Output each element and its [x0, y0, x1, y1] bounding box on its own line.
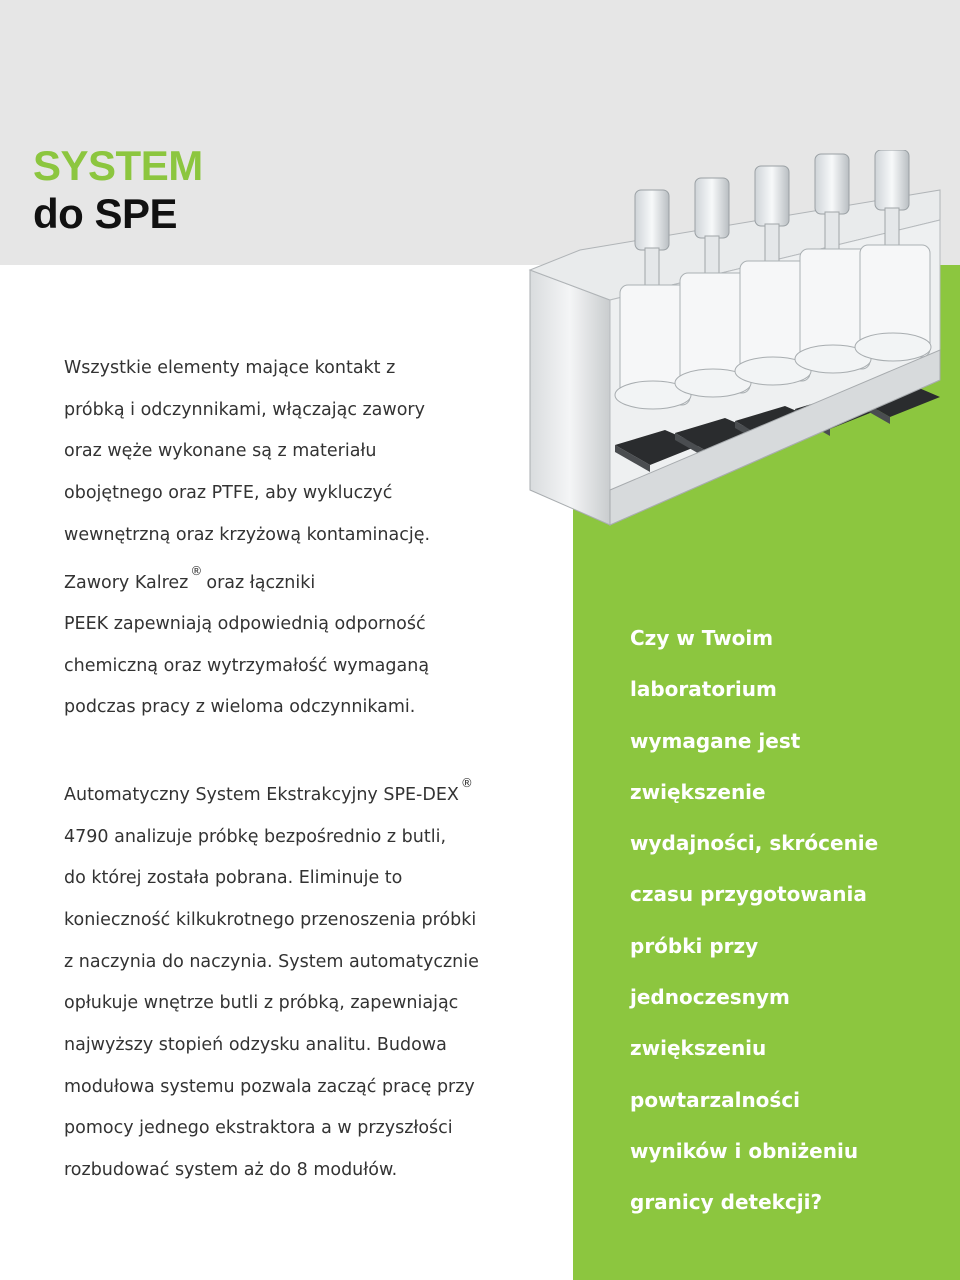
callout-line: Czy w Twoim — [630, 626, 774, 650]
callout-line: zwiększeniu — [630, 1036, 767, 1061]
callout-line: granicy detekcji? — [630, 1190, 823, 1215]
text-line: chemiczną oraz wytrzymałość wymaganą — [64, 655, 430, 676]
text-line: pomocy jednego ekstraktora a w przyszłości — [64, 1118, 453, 1139]
callout-line: wymagane jest — [630, 728, 801, 753]
text-line: próbką i odczynnikami, włączając zawory — [64, 399, 425, 420]
paragraph-materials — [64, 348, 430, 729]
spe-dex-text: Automatyczny System Ekstrakcyjny SPE-DEX — [64, 784, 459, 805]
kalrez-text: Zawory Kalrez — [64, 572, 189, 593]
text-line: rozbudować system aż do 8 modułów. — [64, 1160, 398, 1181]
text-line: modułowa systemu pozwala zacząć pracę przy — [64, 1076, 475, 1097]
text-line: konieczność kilkukrotnego przenoszenia próbki — [64, 909, 477, 930]
callout-question — [630, 613, 950, 1229]
registered-mark: ® — [460, 776, 473, 790]
title-line-do-spe: do SPE — [33, 190, 178, 237]
text-line: PEEK zapewniają odpowiednią odporność — [64, 614, 426, 635]
paragraph-automatic-system — [64, 769, 479, 1192]
callout-line: zwiększenie — [630, 779, 766, 804]
spe-extractor-modules-photo — [520, 150, 950, 530]
callout-line: laboratorium — [630, 677, 777, 702]
registered-mark: ® — [190, 563, 203, 578]
page-title — [33, 142, 203, 238]
text-line: oraz węże wykonane są z materiału — [64, 441, 377, 462]
text-line: z naczynia do naczynia. System automatycznie — [64, 951, 479, 972]
text-line: najwyższy stopień odzysku analitu. Budowa — [64, 1035, 447, 1056]
text-line — [64, 557, 430, 605]
text-line: Wszystkie elementy mające kontakt z — [64, 358, 396, 378]
text-line — [64, 769, 479, 817]
callout-line: jednoczesnym — [630, 985, 790, 1010]
callout-line: wyników i obniżeniu — [630, 1138, 859, 1163]
callout-line: czasu przygotowania — [630, 882, 867, 907]
text-line: wewnętrzną oraz krzyżową kontaminację. — [64, 524, 431, 545]
connectors-text: oraz łączniki — [206, 572, 316, 593]
text-line: 4790 analizuje próbkę bezpośrednio z butli, — [64, 826, 447, 847]
callout-line: wydajności, skrócenie — [630, 831, 879, 856]
title-line-system: SYSTEM — [33, 142, 203, 189]
text-line: opłukuje wnętrze butli z próbką, zapewniając — [64, 993, 459, 1014]
callout-line: powtarzalności — [630, 1087, 801, 1112]
callout-line: próbki przy — [630, 933, 759, 958]
text-line: do której została pobrana. Eliminuje to — [64, 868, 403, 889]
text-line: podczas pracy z wieloma odczynnikami. — [64, 697, 416, 718]
text-line: obojętnego oraz PTFE, aby wykluczyć — [64, 483, 393, 504]
